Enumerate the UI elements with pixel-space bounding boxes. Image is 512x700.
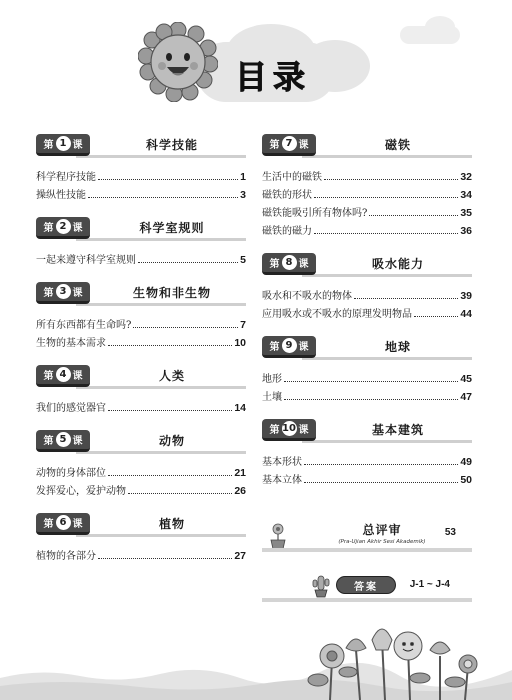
toc-entry[interactable]	[262, 285, 472, 302]
toc-entry-title: 磁铁能吸引所有物体吗?	[262, 208, 368, 219]
lesson-header-rule	[76, 386, 246, 389]
toc-page-number: 36	[460, 225, 472, 237]
toc-entry[interactable]	[36, 314, 246, 331]
toc-left-column	[36, 132, 246, 576]
toc-page-number: 45	[460, 373, 472, 385]
lesson-number: 10	[282, 423, 296, 434]
dot-leader	[108, 410, 232, 411]
lesson-word: 第	[43, 519, 54, 530]
toc-page-number: 10	[234, 337, 246, 349]
lesson-header-rule	[76, 534, 246, 537]
lesson-word: 第	[269, 140, 280, 151]
lesson-number-badge	[262, 336, 316, 358]
lesson-header-rule	[302, 357, 472, 360]
review-subtitle: (Pra-Ujian Akhir Sesi Akademik)	[338, 539, 426, 545]
dot-leader	[324, 179, 458, 180]
flower-pot-icon	[266, 522, 290, 550]
lesson-number: 5	[56, 432, 71, 447]
lesson-header-rule	[76, 451, 246, 454]
toc-page-number: 49	[460, 456, 472, 468]
lesson-section	[36, 363, 246, 414]
lesson-number-badge	[262, 419, 316, 441]
toc-entry-title: 吸水和不吸水的物体	[262, 291, 352, 302]
lesson-title: 科学室规则	[139, 221, 205, 235]
lesson-word: 第	[269, 342, 280, 353]
lesson-title: 植物	[158, 517, 185, 531]
lesson-word: 第	[269, 425, 280, 436]
dot-leader	[98, 179, 238, 180]
lesson-header	[36, 215, 246, 243]
toc-entry-title: 生活中的磁铁	[262, 172, 322, 183]
toc-page-number: 44	[460, 308, 472, 320]
lesson-suffix: 课	[72, 140, 83, 151]
toc-entry[interactable]	[36, 184, 246, 201]
dot-leader	[304, 482, 458, 483]
toc-entry[interactable]	[36, 166, 246, 183]
flower-garden-illustration	[0, 620, 512, 700]
toc-entry-title: 植物的各部分	[36, 551, 96, 562]
toc-entry-title: 基本形状	[262, 457, 302, 468]
lesson-number-badge	[36, 513, 90, 535]
lesson-number: 4	[56, 367, 71, 382]
lesson-header-rule	[302, 274, 472, 277]
toc-entry-title: 一起来遵守科学室规则	[36, 255, 136, 266]
lesson-topic-list	[36, 391, 246, 414]
dot-leader	[369, 215, 458, 216]
cactus-icon	[310, 574, 332, 598]
dot-leader	[284, 381, 458, 382]
toc-entry[interactable]	[262, 386, 472, 403]
lesson-title: 人类	[158, 369, 185, 383]
dot-leader	[284, 399, 458, 400]
toc-page-number: 39	[460, 290, 472, 302]
lesson-word: 第	[43, 140, 54, 151]
page-header	[0, 0, 512, 118]
toc-page-number: 35	[460, 207, 472, 219]
lesson-header	[36, 280, 246, 308]
toc-entry[interactable]	[36, 545, 246, 562]
lesson-header-rule	[76, 238, 246, 241]
dot-leader	[138, 262, 238, 263]
lesson-number: 3	[56, 284, 71, 299]
toc-entry[interactable]	[262, 368, 472, 385]
lesson-suffix: 课	[72, 371, 83, 382]
dot-leader	[98, 558, 232, 559]
lesson-number-badge	[36, 365, 90, 387]
dot-leader	[314, 233, 458, 234]
toc-entry-title: 科学程序技能	[36, 172, 96, 183]
lesson-suffix: 课	[298, 259, 309, 270]
lesson-section	[262, 132, 472, 237]
review-entry[interactable]	[262, 520, 472, 552]
toc-page-number: 7	[240, 319, 246, 331]
toc-page-number: 14	[234, 402, 246, 414]
lesson-title: 吸水能力	[371, 257, 424, 271]
lesson-number-badge	[36, 134, 90, 156]
lesson-topic-list	[36, 456, 246, 497]
dot-leader	[108, 475, 232, 476]
dot-leader	[128, 493, 232, 494]
toc-entry-title: 所有东西都有生命吗?	[36, 320, 132, 331]
toc-entry-title: 操纵性技能	[36, 190, 86, 201]
lesson-number-badge	[36, 282, 90, 304]
toc-entry[interactable]	[262, 166, 472, 183]
lesson-suffix: 课	[298, 425, 309, 436]
answers-page-range: J-1 ~ J-4	[409, 579, 450, 590]
toc-page-number: 1	[240, 171, 246, 183]
lesson-suffix: 课	[72, 519, 83, 530]
lesson-header	[262, 417, 472, 445]
lesson-number: 7	[282, 136, 297, 151]
lesson-word: 第	[269, 259, 280, 270]
lesson-topic-list	[36, 539, 246, 562]
answers-label: 答案	[336, 576, 396, 594]
lesson-header-rule	[302, 440, 472, 443]
lesson-header-rule	[76, 303, 246, 306]
lesson-suffix: 课	[72, 288, 83, 299]
lesson-section	[36, 132, 246, 201]
dot-leader	[304, 464, 458, 465]
lesson-header	[36, 132, 246, 160]
lesson-suffix: 课	[72, 223, 83, 234]
dot-leader	[414, 316, 458, 317]
lesson-topic-list	[262, 279, 472, 320]
toc-entry-title: 应用吸水或不吸水的原理发明物品	[262, 309, 412, 320]
lesson-number: 6	[56, 515, 71, 530]
lesson-topic-list	[36, 243, 246, 266]
lesson-section	[262, 417, 472, 486]
lesson-section	[36, 428, 246, 497]
lesson-section	[36, 215, 246, 266]
lesson-header-rule	[76, 155, 246, 158]
toc-entry-title: 我们的感觉器官	[36, 403, 106, 414]
lesson-title: 磁铁	[384, 138, 411, 152]
lesson-title: 生物和非生物	[132, 286, 211, 300]
lesson-section	[36, 280, 246, 349]
lesson-topic-list	[36, 308, 246, 349]
toc-entry[interactable]	[36, 462, 246, 479]
toc-entry[interactable]	[36, 480, 246, 497]
toc-entry-title: 动物的身体部位	[36, 468, 106, 479]
review-page-number: 53	[444, 527, 456, 538]
lesson-word: 第	[43, 371, 54, 382]
lesson-header	[36, 363, 246, 391]
toc-entry-title: 基本立体	[262, 475, 302, 486]
toc-entry[interactable]	[36, 397, 246, 414]
toc-page-number: 5	[240, 254, 246, 266]
lesson-word: 第	[43, 288, 54, 299]
answers-entry[interactable]	[262, 572, 472, 602]
toc-page-number: 32	[460, 171, 472, 183]
toc-entry-title: 发挥爱心，爱护动物	[36, 486, 126, 497]
lesson-number: 1	[56, 136, 71, 151]
toc-entry[interactable]	[262, 184, 472, 201]
toc-page-number: 21	[234, 467, 246, 479]
lesson-section	[36, 511, 246, 562]
lesson-section	[262, 251, 472, 320]
section-divider	[262, 548, 472, 552]
lesson-header	[36, 511, 246, 539]
page-title: 目录	[235, 58, 312, 96]
lesson-number-badge	[36, 217, 90, 239]
lesson-header-rule	[302, 155, 472, 158]
lesson-header	[262, 132, 472, 160]
review-title: 总评审	[362, 523, 402, 537]
toc-page-number: 26	[234, 485, 246, 497]
dot-leader	[314, 197, 458, 198]
lesson-number-badge	[36, 430, 90, 452]
toc-entry[interactable]	[262, 469, 472, 486]
lesson-word: 第	[43, 223, 54, 234]
section-divider	[262, 598, 472, 602]
lesson-suffix: 课	[298, 140, 309, 151]
lesson-topic-list	[262, 445, 472, 486]
lesson-topic-list	[36, 160, 246, 201]
toc-entry[interactable]	[36, 332, 246, 349]
toc-entry-title: 生物的基本需求	[36, 338, 106, 349]
lesson-number-badge	[262, 253, 316, 275]
toc-entry-title: 地形	[262, 374, 282, 385]
lesson-title: 基本建筑	[371, 423, 424, 437]
toc-page-number: 3	[240, 189, 246, 201]
toc-entry[interactable]	[262, 202, 472, 219]
toc-entry[interactable]	[262, 220, 472, 237]
dot-leader	[133, 327, 238, 328]
lesson-title: 科学技能	[145, 138, 198, 152]
toc-page-number: 50	[460, 474, 472, 486]
lesson-number-badge	[262, 134, 316, 156]
toc-page-number: 47	[460, 391, 472, 403]
dot-leader	[108, 345, 232, 346]
lesson-number: 9	[282, 338, 297, 353]
dot-leader	[88, 197, 238, 198]
lesson-title: 动物	[158, 434, 185, 448]
lesson-title: 地球	[384, 340, 411, 354]
toc-entry-title: 磁铁的形状	[262, 190, 312, 201]
lesson-section	[262, 334, 472, 403]
toc-entry[interactable]	[36, 249, 246, 266]
toc-entry-title: 土壤	[262, 392, 282, 403]
lesson-header	[262, 251, 472, 279]
toc-right-column	[262, 132, 472, 500]
lesson-suffix: 课	[72, 436, 83, 447]
lesson-topic-list	[262, 160, 472, 237]
lesson-word: 第	[43, 436, 54, 447]
small-cloud-decoration	[425, 16, 455, 38]
smiling-sun-icon	[138, 22, 218, 102]
toc-page-number: 27	[234, 550, 246, 562]
toc-entry-title: 磁铁的磁力	[262, 226, 312, 237]
lesson-number: 2	[56, 219, 71, 234]
toc-page-number: 34	[460, 189, 472, 201]
lesson-suffix: 课	[298, 342, 309, 353]
dot-leader	[354, 298, 458, 299]
lesson-topic-list	[262, 362, 472, 403]
toc-entry[interactable]	[262, 303, 472, 320]
lesson-number: 8	[282, 255, 297, 270]
lesson-header	[262, 334, 472, 362]
lesson-header	[36, 428, 246, 456]
toc-entry[interactable]	[262, 451, 472, 468]
